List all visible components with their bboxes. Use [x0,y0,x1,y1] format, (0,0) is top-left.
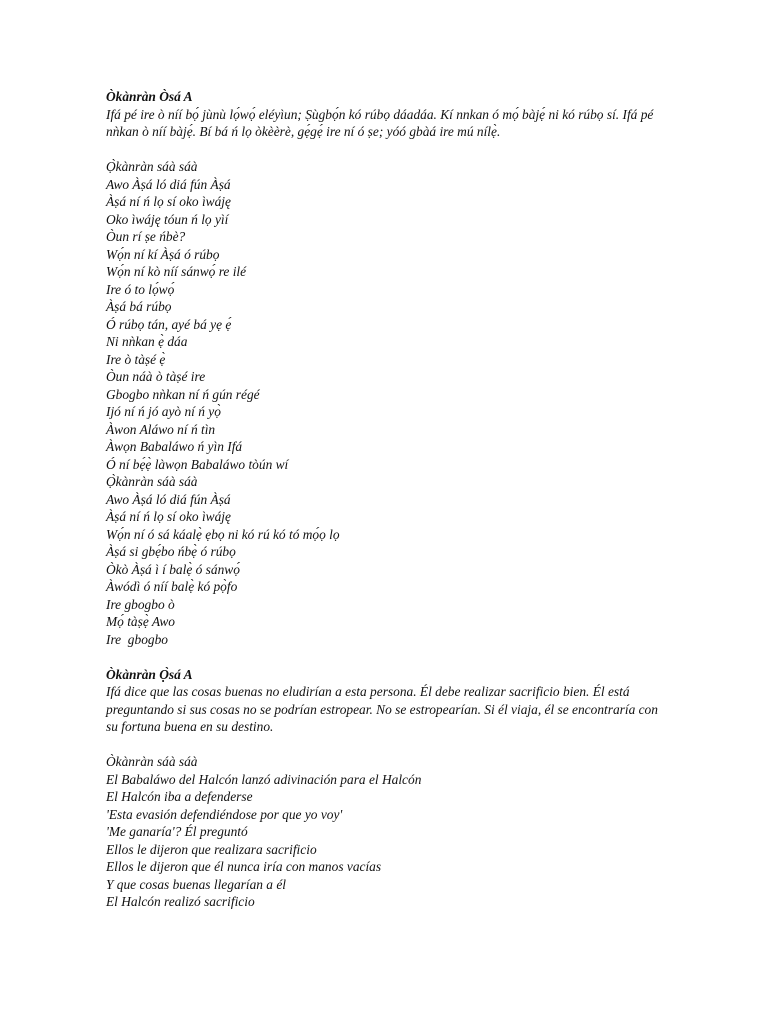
verse-line: Ó rúbọ tán, ayé bá yẹ ẹ́ [106,316,232,332]
verse-spanish [106,753,666,911]
verse-line: Àṣá ní ń lọ sí oko ìwáję [106,509,231,524]
verse-line: Àṣá bá rúbọ [106,299,172,314]
verse-line: Y que cosas buenas llegarían a él [106,876,287,892]
verse-line: Ọ̀kànràn sáà sáà [106,159,198,174]
verse-line: Wọ́n ní kò níí sánwọ́ re ilé [106,264,247,279]
verse-line: Òun náà ò tàṣé ire [106,369,206,384]
intro-paragraph-yoruba: Ifá pé ire ò níí bọ́ jùnù lọ́wọ́ eléyìun; Ṣùgbọ́n kó rúbọ dáadáa. Kí nnkan ó mọ́ bàjẹ́ ni kó rúbọ sí. Ifá pé nǹkan ò níí bàjẹ́. Bí bá ń lọ òkèèrè, gẹ́gẹ́ ire ní ó ṣe; yóó gbàá ire mú nílẹ̀. [106,106,654,139]
verse-line: Gbogbo nǹkan ní ń gún régé [106,386,260,402]
verse-line: Òkò Àṣá ì í balẹ̀ ó sánwọ́ [106,561,240,577]
verse-line: Awo Àṣá ló diá fún Àṣá [106,491,231,507]
verse-line: 'Esta evasión defendiéndose por que yo voy' [106,806,343,822]
verse-line: Ellos le dijeron que realizara sacrificio [106,841,317,857]
verse-line: Ire ó to lọ́wọ́ [106,281,175,297]
verse-line: Àwọn Babaláwo ń yìn Ifá [106,439,243,454]
verse-line: Ni nǹkan ẹ̀ dáa [106,334,188,349]
verse-line: 'Me ganaría'? Él preguntó [106,824,248,839]
verse-line: Ire gbogbo ò [106,596,175,612]
verse-line: Oko ìwáję tóun ń lọ yìí [106,211,229,227]
document-page [106,88,666,911]
verse-line: Wọ́n ní kí Àṣá ó rúbọ [106,246,220,262]
verse-line: Òun rí ṣe ńbè? [106,229,186,244]
verse-line: Òkànràn sáà sáà [106,754,198,769]
verse-line: Àwon Aláwo ní ń tìn [106,421,216,437]
verse-line: Awo Àṣá ló diá fún Àṣá [106,176,231,192]
verse-line: Àṣá si gbẹ́bo ńbẹ̀ ó rúbọ [106,544,236,559]
verse-line: Ellos le dijeron que él nunca iría con manos vacías [106,859,382,874]
intro-paragraph-spanish: Ifá dice que las cosas buenas no eludirían a esta persona. Él debe realizar sacrificio bien. Él está preguntando si sus cosas no se podrían estropear. No se estropearían. Si él viaja, él se encontraría con su fortuna buena en su destino. [106,684,658,734]
verse-line: El Halcón realizó sacrificio [106,894,255,909]
spacer [106,736,666,754]
verse-line: Àṣá ní ń lọ sí oko ìwáję [106,194,231,209]
verse-yoruba [106,158,666,648]
section-heading-yoruba: Òkànràn Òsá A [106,89,193,104]
verse-line: El Halcón iba a defenderse [106,789,253,804]
verse-line: El Babaláwo del Halcón lanzó adivinación para el Halcón [106,771,422,787]
verse-line: Ó ní bẹ́ẹ̀ làwọn Babaláwo tòún wí [106,456,289,472]
verse-line: Wọ́n ní ó sá káalẹ̀ ẹbọ ni kó rú kó tó mọ́ọ lọ [106,526,340,542]
spacer [106,141,666,159]
verse-line: Ire gbogbo [106,631,168,647]
verse-line: Ọ̀kànràn sáà sáà [106,474,198,489]
verse-line: Àwódì ó níí balẹ̀ kó pọ̀fo [106,579,238,594]
section-heading-spanish: Òkànràn Ọ̀sá A [106,666,193,682]
verse-line: Ire ò tàṣé ẹ̀ [106,351,166,367]
spacer [106,648,666,666]
verse-line: Mọ́ tàṣẹ̀ Awo [106,614,175,629]
verse-line: Ijó ní ń jó ayò ní ń yọ̀ [106,404,221,419]
